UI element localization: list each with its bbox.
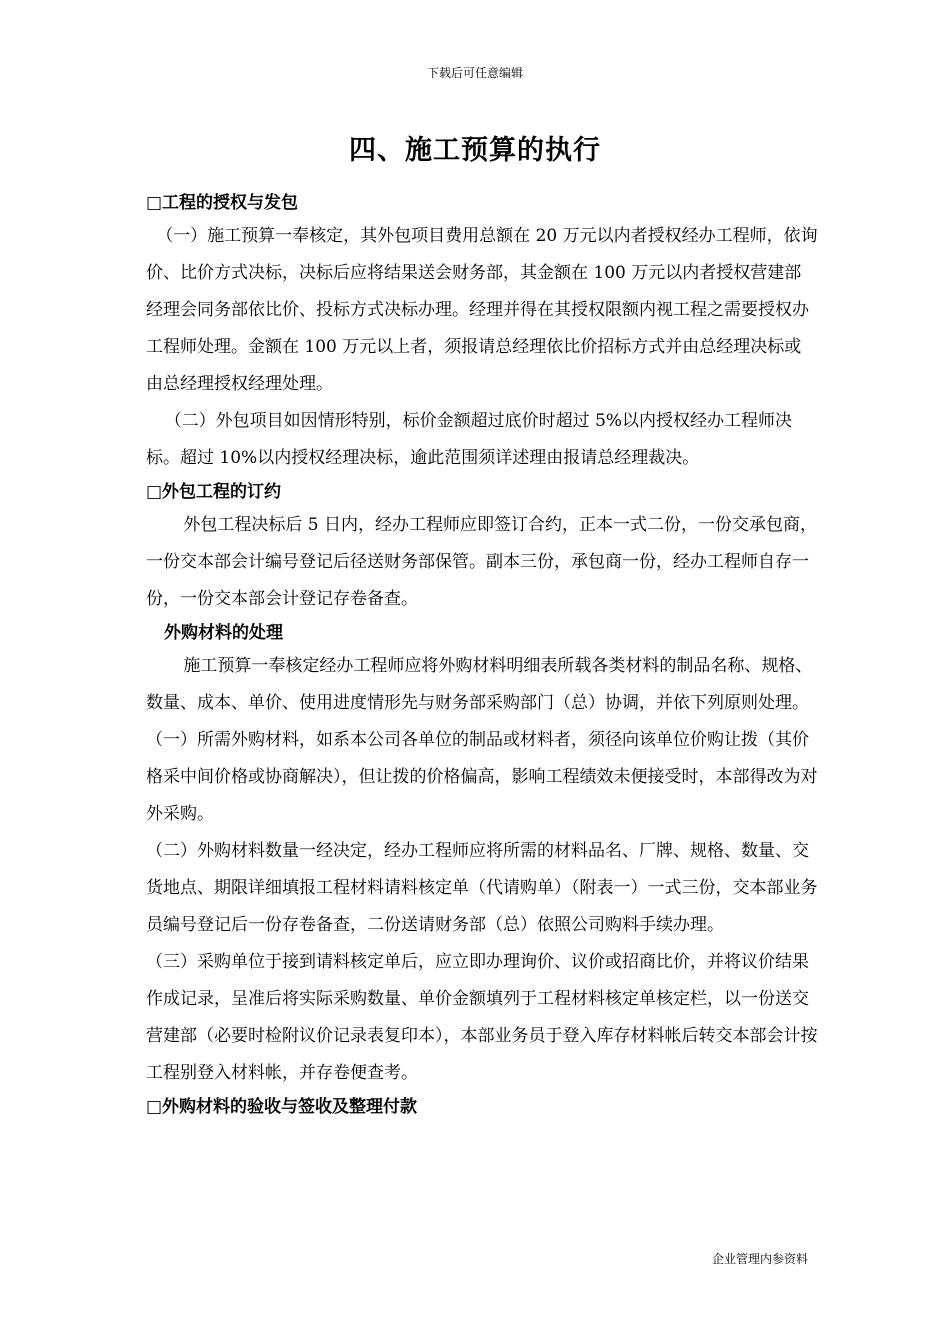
document-body	[146, 188, 818, 1122]
paragraph-contract-1: 外包工程决标后 5 日内，经办工程师应即签订合约，正本一式二份，一份交承包商，一份交本部会计编号登记后径送财务部保管。副本三份，承包商一份，经办工程师自存一份，一份交本部会计登记存卷备查。	[146, 515, 818, 609]
section-heading-authorization: □工程的授权与发包	[146, 193, 299, 213]
section-heading-materials: 外购材料的处理	[164, 623, 283, 643]
page-title: 四、施工预算的执行	[349, 135, 601, 166]
section-heading-contract: □外包工程的订约	[146, 482, 282, 502]
section-heading-acceptance: □外购材料的验收与签收及整理付款	[146, 1097, 418, 1117]
paragraph-materials-4: （三）采购单位于接到请料核定单后，应立即办理询价、议价或招商比价，并将议价结果作成记录，呈准后将实际采购数量、单价金额填列于工程材料核定单核定栏，以一份送交营建部（必要时检附议价记录表复印本），本部业务员于登入库存材料帐后转交本部会计按工程别登入材料帐，并存卷便查考。	[146, 952, 818, 1083]
paragraph-materials-1: 施工预算一奉核定经办工程师应将外购材料明细表所载各类材料的制品名称、规格、数量、成本、单价、使用进度情形先与财务部采购部门（总）协调，并依下列原则处理。	[146, 656, 813, 713]
paragraph-materials-2: （一）所需外购材料，如系本公司各单位的制品或材料者，须径向该单位价购让拨（其价格采中间价格或协商解决），但让拨的价格偏高，影响工程绩效未便接受时，本部得改为对外采购。	[146, 730, 818, 824]
paragraph-authorization-1: （一）施工预算一奉核定，其外包项目费用总额在 20 万元以内者授权经办工程师，依询价、比价方式决标，决标后应将结果送会财务部，其金额在 100 万元以内者授权营建部经理会同务部依比价、投标方式决标办理。经理并得在其授权限额内视工程之需要授权办工程师处理。金额在 100 万元以上者，须报请总经理依比价招标方式并由总经理决标或由总经理授权经理处理。	[146, 226, 818, 394]
paragraph-materials-3: （二）外购材料数量一经决定，经办工程师应将所需的材料品名、厂牌、规格、数量、交货地点、期限详细填报工程材料请料核定单（代请购单）（附表一）一式三份，交本部业务员编号登记后一份存卷备查，二份送请财务部（总）依照公司购料手续办理。	[146, 841, 818, 935]
footer-note: 企业管理内参资料	[711, 1252, 808, 1266]
paragraph-authorization-2: （二）外包项目如因情形特别，标价金额超过底价时超过 5%以内授权经办工程师决标。超过 10%以内授权经理决标，逾此范围须详述理由报请总经理裁决。	[146, 411, 793, 468]
header-note: 下载后可任意编辑	[426, 66, 523, 80]
